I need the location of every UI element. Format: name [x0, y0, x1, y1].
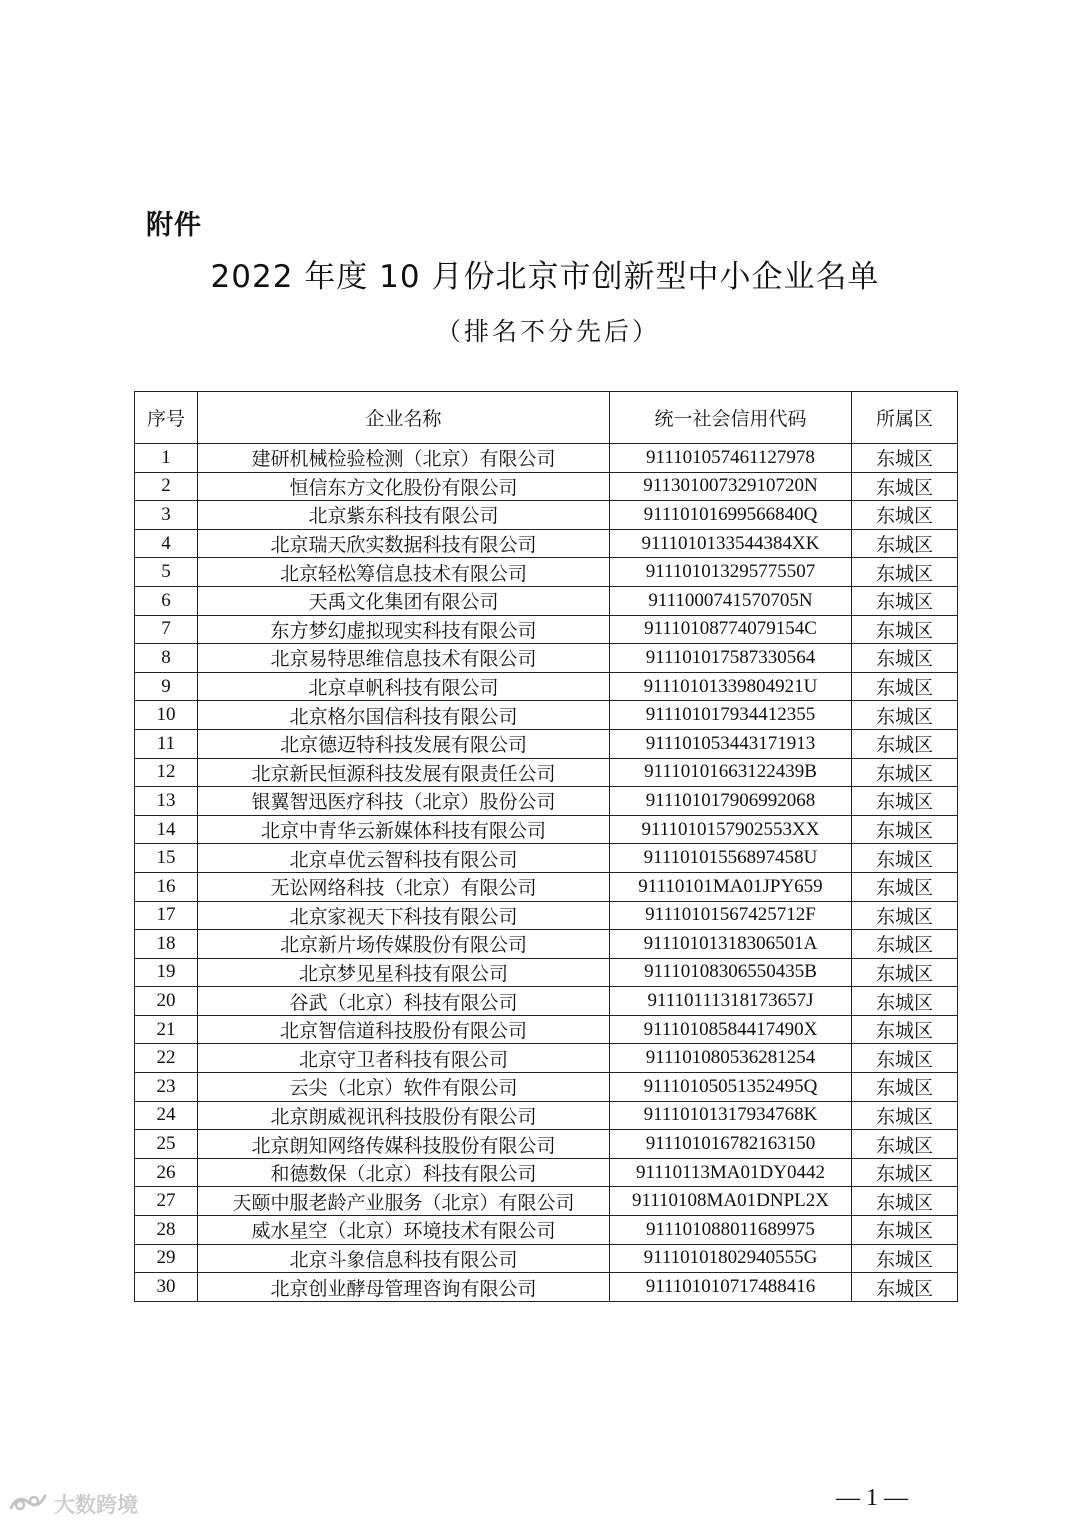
- company-name: 云尖（北京）软件有限公司: [198, 1073, 610, 1102]
- row-index: 5: [135, 558, 198, 587]
- company-name: 北京卓帆科技有限公司: [198, 672, 610, 701]
- credit-code: 91110108584417490X: [610, 1015, 852, 1044]
- row-index: 4: [135, 529, 198, 558]
- district: 东城区: [852, 901, 958, 930]
- attachment-label: 附件: [146, 210, 202, 241]
- company-name: 建研机械检验检测（北京）有限公司: [198, 444, 610, 473]
- district: 东城区: [852, 472, 958, 501]
- district: 东城区: [852, 930, 958, 959]
- table-row: [135, 529, 958, 558]
- row-index: 24: [135, 1101, 198, 1130]
- row-index: 9: [135, 672, 198, 701]
- company-name: 北京易特思维信息技术有限公司: [198, 644, 610, 673]
- table-row: [135, 872, 958, 901]
- district: 东城区: [852, 1101, 958, 1130]
- header-index: 序号: [135, 392, 198, 444]
- district: 东城区: [852, 1244, 958, 1273]
- table-row: [135, 987, 958, 1016]
- table-row: [135, 444, 958, 473]
- district: 东城区: [852, 1187, 958, 1216]
- row-index: 19: [135, 958, 198, 987]
- table-body: [135, 444, 958, 1302]
- credit-code: 911101088011689975: [610, 1216, 852, 1245]
- header-district: 所属区: [852, 392, 958, 444]
- credit-code: 91110101556897458U: [610, 844, 852, 873]
- table-row: [135, 1044, 958, 1073]
- district: 东城区: [852, 444, 958, 473]
- district: 东城区: [852, 672, 958, 701]
- company-name: 北京朗知网络传媒科技股份有限公司: [198, 1130, 610, 1159]
- company-name: 银翼智迅医疗科技（北京）股份公司: [198, 787, 610, 816]
- company-name: 北京德迈特科技发展有限公司: [198, 729, 610, 758]
- row-index: 8: [135, 644, 198, 673]
- company-name: 北京卓优云智科技有限公司: [198, 844, 610, 873]
- company-name: 北京梦见星科技有限公司: [198, 958, 610, 987]
- company-name: 无讼网络科技（北京）有限公司: [198, 872, 610, 901]
- row-index: 14: [135, 815, 198, 844]
- credit-code: 91110101339804921U: [610, 672, 852, 701]
- company-name: 北京斗象信息科技有限公司: [198, 1244, 610, 1273]
- district: 东城区: [852, 1273, 958, 1302]
- row-index: 10: [135, 701, 198, 730]
- company-name: 东方梦幻虚拟现实科技有限公司: [198, 615, 610, 644]
- table-row: [135, 644, 958, 673]
- table-row: [135, 701, 958, 730]
- company-name: 北京新片场传媒股份有限公司: [198, 930, 610, 959]
- company-name: 北京智信道科技股份有限公司: [198, 1015, 610, 1044]
- company-name: 谷武（北京）科技有限公司: [198, 987, 610, 1016]
- table-row: [135, 787, 958, 816]
- table-row: [135, 1187, 958, 1216]
- document-subtitle: （排名不分先后）: [435, 317, 660, 346]
- company-name: 北京紫东科技有限公司: [198, 501, 610, 530]
- row-index: 1: [135, 444, 198, 473]
- row-index: 20: [135, 987, 198, 1016]
- table-row: [135, 1015, 958, 1044]
- table-row: [135, 1216, 958, 1245]
- company-name: 北京朗威视讯科技股份有限公司: [198, 1101, 610, 1130]
- credit-code: 91110108306550435B: [610, 958, 852, 987]
- row-index: 22: [135, 1044, 198, 1073]
- company-name: 天颐中服老龄产业服务（北京）有限公司: [198, 1187, 610, 1216]
- district: 东城区: [852, 815, 958, 844]
- district: 东城区: [852, 987, 958, 1016]
- table-row: [135, 672, 958, 701]
- table-row: [135, 586, 958, 615]
- table-row: [135, 930, 958, 959]
- row-index: 27: [135, 1187, 198, 1216]
- table-row: [135, 615, 958, 644]
- district: 东城区: [852, 1130, 958, 1159]
- row-index: 13: [135, 787, 198, 816]
- row-index: 30: [135, 1273, 198, 1302]
- header-credit-code: 统一社会信用代码: [610, 392, 852, 444]
- table-row: [135, 1244, 958, 1273]
- table-row: [135, 1158, 958, 1187]
- district: 东城区: [852, 844, 958, 873]
- table-row: [135, 1073, 958, 1102]
- district: 东城区: [852, 701, 958, 730]
- credit-code: 911101053443171913: [610, 729, 852, 758]
- company-name: 北京轻松筹信息技术有限公司: [198, 558, 610, 587]
- row-index: 12: [135, 758, 198, 787]
- credit-code: 91110101MA01JPY659: [610, 872, 852, 901]
- district: 东城区: [852, 1158, 958, 1187]
- credit-code: 911101057461127978: [610, 444, 852, 473]
- company-name: 北京新民恒源科技发展有限责任公司: [198, 758, 610, 787]
- credit-code: 911101013295775507: [610, 558, 852, 587]
- district: 东城区: [852, 872, 958, 901]
- row-index: 17: [135, 901, 198, 930]
- row-index: 23: [135, 1073, 198, 1102]
- company-name: 北京瑞天欣实数据科技有限公司: [198, 529, 610, 558]
- row-index: 2: [135, 472, 198, 501]
- table-row: [135, 1130, 958, 1159]
- watermark-text: 大数跨境: [54, 1493, 138, 1517]
- table-row: [135, 758, 958, 787]
- district: 东城区: [852, 758, 958, 787]
- row-index: 18: [135, 930, 198, 959]
- company-name: 北京创业酵母管理咨询有限公司: [198, 1273, 610, 1302]
- credit-code: 9111010157902553XX: [610, 815, 852, 844]
- table-row: [135, 729, 958, 758]
- row-index: 6: [135, 586, 198, 615]
- district: 东城区: [852, 501, 958, 530]
- credit-code: 91110108774079154C: [610, 615, 852, 644]
- credit-code: 91110101802940555G: [610, 1244, 852, 1273]
- district: 东城区: [852, 1073, 958, 1102]
- company-name: 和德数保（北京）科技有限公司: [198, 1158, 610, 1187]
- credit-code: 91110105051352495Q: [610, 1073, 852, 1102]
- table-row: [135, 472, 958, 501]
- row-index: 28: [135, 1216, 198, 1245]
- document-title: 2022 年度 10 月份北京市创新型中小企业名单: [210, 259, 880, 295]
- row-index: 26: [135, 1158, 198, 1187]
- row-index: 29: [135, 1244, 198, 1273]
- table-row: [135, 844, 958, 873]
- credit-code: 91110113MA01DY0442: [610, 1158, 852, 1187]
- credit-code: 91110101318306501A: [610, 930, 852, 959]
- district: 东城区: [852, 558, 958, 587]
- row-index: 21: [135, 1015, 198, 1044]
- table-row: [135, 1273, 958, 1302]
- credit-code: 9111010133544384XK: [610, 529, 852, 558]
- table-row: [135, 958, 958, 987]
- table-row: [135, 558, 958, 587]
- company-name: 北京格尔国信科技有限公司: [198, 701, 610, 730]
- credit-code: 91110111318173657J: [610, 987, 852, 1016]
- credit-code: 91110101317934768K: [610, 1101, 852, 1130]
- row-index: 3: [135, 501, 198, 530]
- company-name: 北京中青华云新媒体科技有限公司: [198, 815, 610, 844]
- table-header-row: [135, 392, 958, 444]
- table-row: [135, 901, 958, 930]
- row-index: 7: [135, 615, 198, 644]
- credit-code: 91130100732910720N: [610, 472, 852, 501]
- credit-code: 91110101567425712F: [610, 901, 852, 930]
- page-number: — 1 —: [836, 1485, 908, 1511]
- district: 东城区: [852, 1015, 958, 1044]
- credit-code: 911101017934412355: [610, 701, 852, 730]
- district: 东城区: [852, 586, 958, 615]
- company-name: 北京家视天下科技有限公司: [198, 901, 610, 930]
- district: 东城区: [852, 644, 958, 673]
- district: 东城区: [852, 1044, 958, 1073]
- credit-code: 91110108MA01DNPL2X: [610, 1187, 852, 1216]
- credit-code: 9111000741570705N: [610, 586, 852, 615]
- table-row: [135, 815, 958, 844]
- credit-code: 91110101663122439B: [610, 758, 852, 787]
- company-name: 北京守卫者科技有限公司: [198, 1044, 610, 1073]
- credit-code: 911101016782163150: [610, 1130, 852, 1159]
- district: 东城区: [852, 958, 958, 987]
- header-company-name: 企业名称: [198, 392, 610, 444]
- district: 东城区: [852, 729, 958, 758]
- credit-code: 911101017587330564: [610, 644, 852, 673]
- row-index: 15: [135, 844, 198, 873]
- company-name: 恒信东方文化股份有限公司: [198, 472, 610, 501]
- district: 东城区: [852, 529, 958, 558]
- credit-code: 911101080536281254: [610, 1044, 852, 1073]
- credit-code: 911101010717488416: [610, 1273, 852, 1302]
- row-index: 16: [135, 872, 198, 901]
- row-index: 11: [135, 729, 198, 758]
- table-row: [135, 501, 958, 530]
- district: 东城区: [852, 1216, 958, 1245]
- company-name: 威水星空（北京）环境技术有限公司: [198, 1216, 610, 1245]
- logo-icon: [8, 1490, 48, 1519]
- row-index: 25: [135, 1130, 198, 1159]
- table-row: [135, 1101, 958, 1130]
- district: 东城区: [852, 615, 958, 644]
- enterprise-table: [134, 391, 958, 1302]
- credit-code: 911101017906992068: [610, 787, 852, 816]
- credit-code: 91110101699566840Q: [610, 501, 852, 530]
- company-name: 天禹文化集团有限公司: [198, 586, 610, 615]
- district: 东城区: [852, 787, 958, 816]
- watermark: [8, 1489, 138, 1519]
